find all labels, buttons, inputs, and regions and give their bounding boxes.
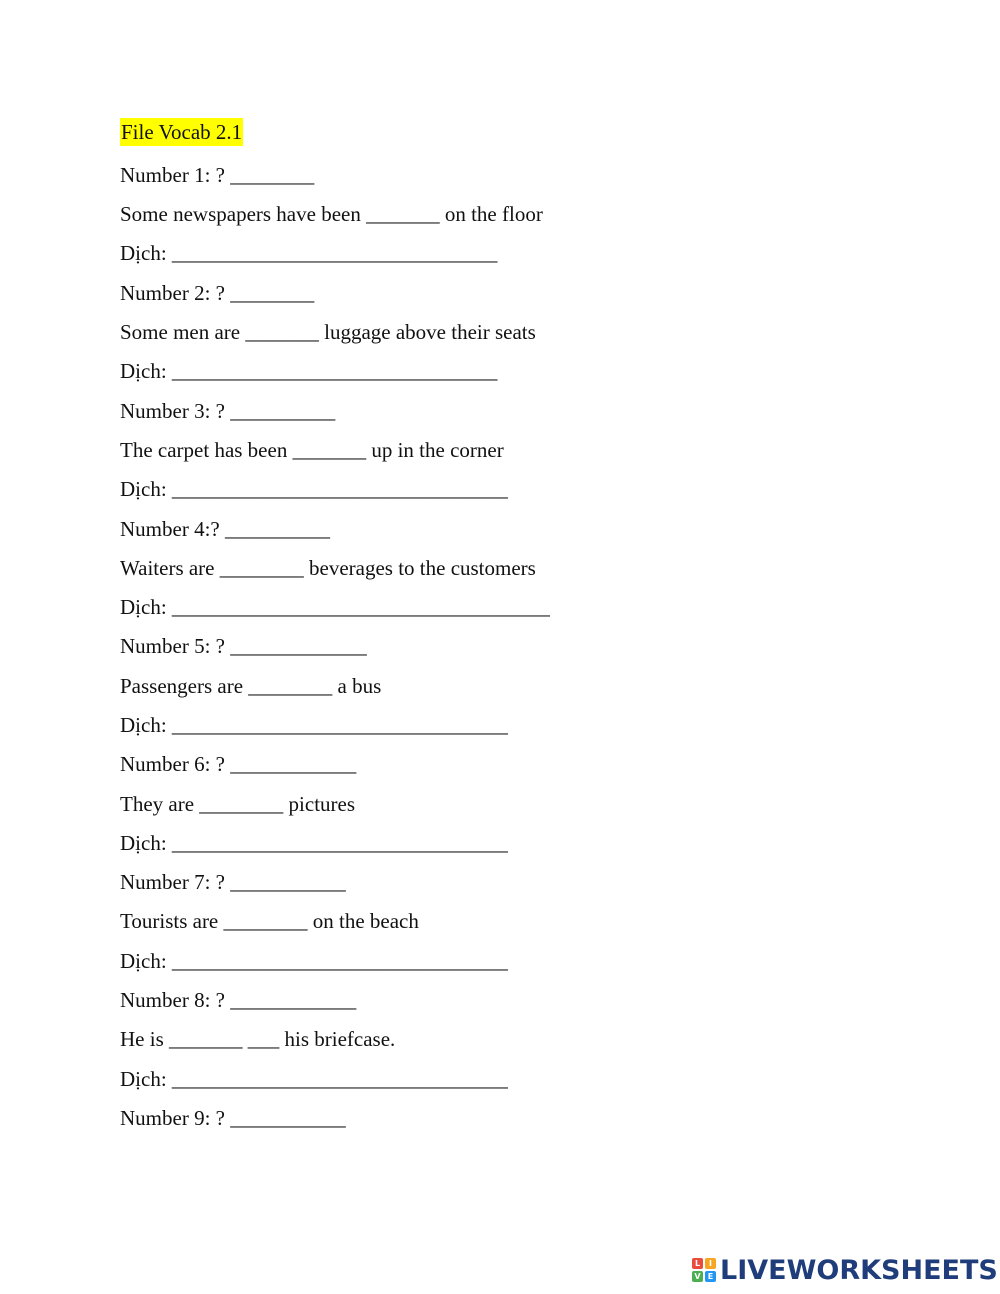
worksheet-title: File Vocab 2.1 bbox=[121, 120, 243, 144]
question-number-5: Number 5: ? _____________ bbox=[120, 634, 367, 658]
question-number-4: Number 4:? __________ bbox=[120, 517, 330, 541]
sentence-7: Tourists are ________ on the beach bbox=[120, 909, 419, 933]
translation-line-2: Dịch: _______________________________ bbox=[120, 359, 498, 383]
translation-line-8: Dịch: ________________________________ bbox=[120, 1067, 508, 1091]
translation-line-6: Dịch: ________________________________ bbox=[120, 831, 508, 855]
question-number-3: Number 3: ? __________ bbox=[120, 399, 336, 423]
translation-line-3: Dịch: ________________________________ bbox=[120, 477, 508, 501]
logo-letter-v: V bbox=[692, 1271, 703, 1282]
logo-letter-l: L bbox=[692, 1258, 703, 1269]
translation-line-4: Dịch: ____________________________________ bbox=[120, 595, 550, 619]
question-number-6: Number 6: ? ____________ bbox=[120, 752, 357, 776]
question-number-2: Number 2: ? ________ bbox=[120, 281, 315, 305]
question-number-7: Number 7: ? ___________ bbox=[120, 870, 346, 894]
question-number-9: Number 9: ? ___________ bbox=[120, 1106, 346, 1130]
logo-letter-e: E bbox=[705, 1271, 716, 1282]
liveworksheets-logo[interactable] bbox=[692, 1254, 998, 1286]
translation-line-1: Dịch: _______________________________ bbox=[120, 241, 498, 265]
sentence-1: Some newspapers have been _______ on the floor bbox=[120, 202, 543, 226]
translation-line-5: Dịch: ________________________________ bbox=[120, 713, 508, 737]
sentence-8: He is _______ ___ his briefcase. bbox=[120, 1027, 396, 1051]
question-number-1: Number 1: ? ________ bbox=[120, 163, 315, 187]
question-number-8: Number 8: ? ____________ bbox=[120, 988, 357, 1012]
logo-text: LIVEWORKSHEETS bbox=[720, 1254, 998, 1286]
translation-line-7: Dịch: ________________________________ bbox=[120, 949, 508, 973]
sentence-3: The carpet has been _______ up in the corner bbox=[120, 438, 504, 462]
logo-letter-i: I bbox=[705, 1258, 716, 1269]
sentence-6: They are ________ pictures bbox=[120, 792, 356, 816]
sentence-2: Some men are _______ luggage above their seats bbox=[120, 320, 536, 344]
sentence-4: Waiters are ________ beverages to the customers bbox=[120, 556, 536, 580]
liveworksheets-logo-icon bbox=[692, 1258, 716, 1282]
sentence-5: Passengers are ________ a bus bbox=[120, 674, 382, 698]
